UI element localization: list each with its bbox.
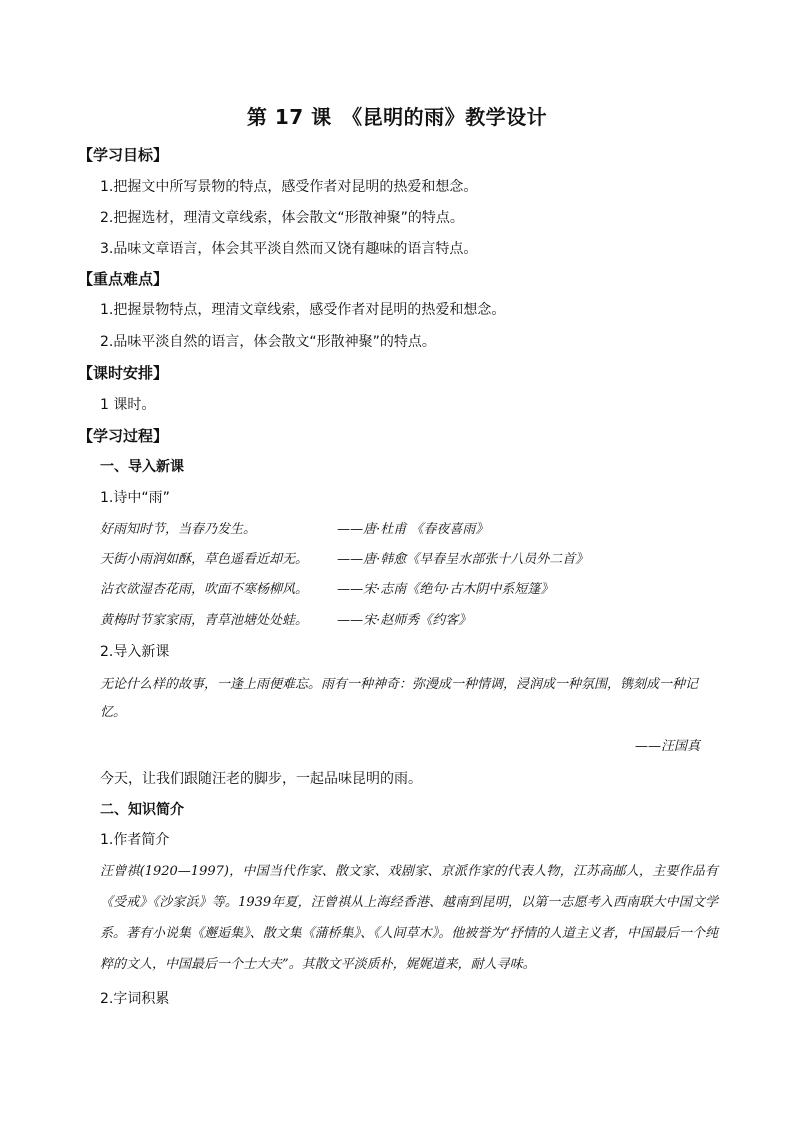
focus-item-1: 1.把握景物特点，理清文章线索，感受作者对昆明的热爱和想念。 [100, 302, 506, 318]
poem-verse: 沾衣欲湿杏花雨，吹面不寒杨柳风。 [100, 582, 309, 597]
schedule-text: 1 课时。 [100, 397, 156, 413]
author-heading: 1.作者简介 [100, 832, 170, 848]
section-heading-focus: 【重点难点】 [78, 270, 169, 288]
poem-verse: 好雨知时节，当春乃发生。 [100, 522, 257, 537]
intro-quote: 无论什么样的故事，一逢上雨便难忘。雨有一种神奇：弥漫成一种情调，浸润成一种氛围，镌刻成一种记忆。 [100, 677, 699, 720]
focus-item-2: 2.品味平淡自然的语言，体会散文“形散神聚”的特点。 [100, 334, 436, 350]
poem-source: ——唐·杜甫 《春夜喜雨》 [337, 522, 489, 537]
poem-source: ——宋·志南《绝句·古木阴中系短篷》 [337, 582, 554, 597]
poem-verse: 天街小雨润如酥，草色遥看近却无。 [100, 552, 309, 567]
poem-line-2 [100, 551, 700, 569]
poem-source: ——宋·赵师秀《约客》 [337, 613, 472, 628]
section-heading-process: 【学习过程】 [78, 427, 169, 445]
quote-attribution: ——汪国真 [634, 739, 700, 754]
intro-heading: 2.导入新课 [100, 644, 170, 660]
section-heading-schedule: 【课时安排】 [78, 364, 169, 382]
goal-item-1: 1.把握文中所写景物的特点，感受作者对昆明的热爱和想念。 [100, 179, 478, 195]
goal-item-3: 3.品味文章语言，体会其平淡自然而又饶有趣味的语言特点。 [100, 241, 478, 257]
poem-verse: 黄梅时节家家雨，青草池塘处处蛙。 [100, 613, 309, 628]
poem-source: ——唐·韩愈《早春呈水部张十八员外二首》 [337, 552, 589, 567]
poems-heading: 1.诗中“雨” [100, 490, 170, 506]
vocab-heading: 2.字词积累 [100, 991, 170, 1007]
poem-line-3 [100, 581, 700, 599]
author-bio: 汪曾祺(1920—1997)，中国当代作家、散文家、戏剧家、京派作家的代表人物，江苏高邮人，主要作品有《受戒》《沙家浜》等。1939年夏，汪曾祺从上海经香港、越南到昆明，以第一志愿考入西南联大中国文学系。著有小说集《邂逅集》、散文集《蒲桥集》、《人间草木》。他被誉为“抒情的人道主义者，中国最后一个纯粹的文人，中国最后一个士大夫”。其散文平淡质朴，娓娓道来，耐人寻味。 [100, 864, 718, 972]
poem-line-4 [100, 612, 700, 630]
poem-line-1 [100, 521, 700, 539]
page-title: 第 17 课 《昆明的雨》教学设计 [246, 105, 548, 129]
section-heading-goals: 【学习目标】 [78, 146, 169, 164]
part2-heading: 二、知识简介 [100, 802, 184, 818]
goal-item-2: 2.把握选材，理清文章线索，体会散文“形散神聚”的特点。 [100, 210, 464, 226]
part1-heading: 一、导入新课 [100, 459, 184, 475]
transition-text: 今天，让我们跟随汪老的脚步，一起品味昆明的雨。 [100, 771, 422, 787]
